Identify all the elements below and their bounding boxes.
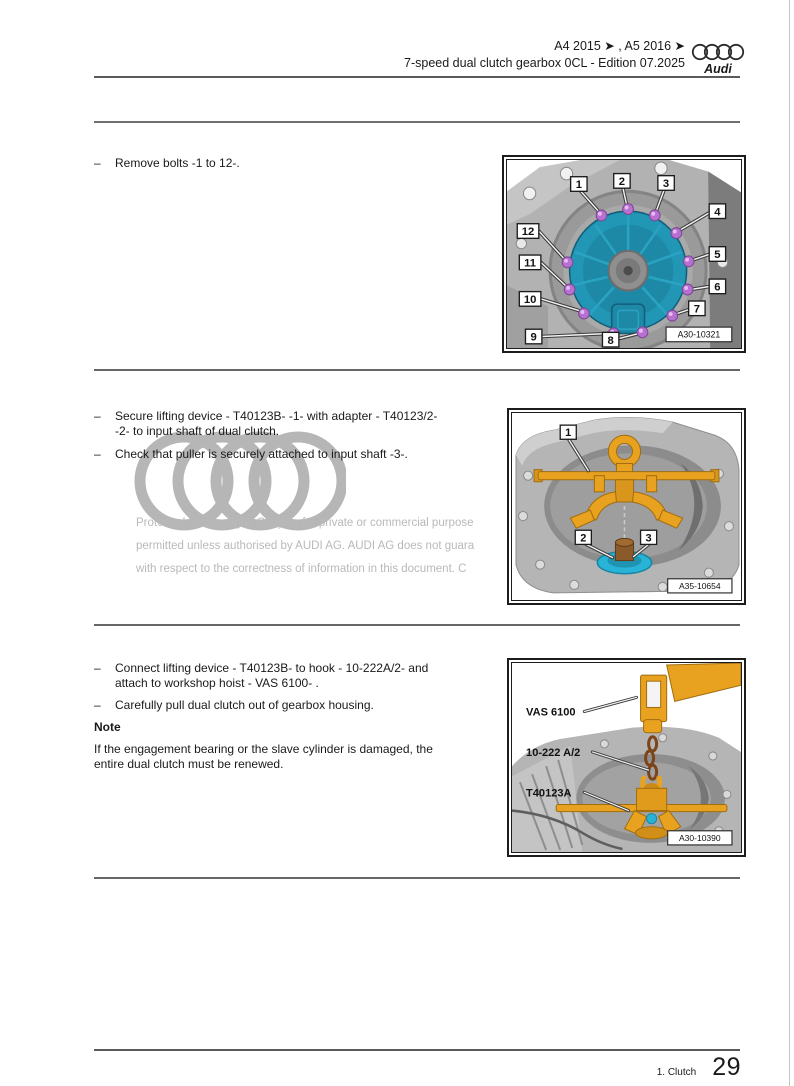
copyright-watermark [136,512,505,581]
step-connect-lifting-device-l2: attach to workshop hoist - VAS 6100- . [115,676,319,690]
step-secure-lifting-device-l2: -2- to input shaft of dual clutch. [115,424,280,438]
bullet-dash: – [94,661,101,675]
figure-1-id: A30-10321 [677,329,721,340]
bullet-dash: – [94,447,101,461]
step-check-puller: Check that puller is securely attached to input shaft -3-. [115,447,408,461]
header-rule [94,76,740,78]
callout-9: 9 [530,331,537,344]
label-10-222-a2: 10-222 A/2 [526,746,581,759]
callout-3: 3 [662,178,670,191]
callout-1: 1 [575,179,582,192]
figure-3-illustration [511,662,742,853]
callout-10: 10 [523,294,537,307]
copyright-line3: with respect to the correctness of information in this document. C [136,563,467,575]
copyright-line1: Protected by copyright. Copying for private or commercial purpose [136,517,474,529]
callout-5: 5 [714,249,721,262]
figure-1-illustration [506,159,742,349]
callout-8: 8 [607,334,614,347]
figure-3-id: A30-10390 [678,832,721,843]
top-separator [94,121,740,123]
step-secure-lifting-device-l1: Secure lifting device - T40123B- -1- with adapter - T40123/2- [115,409,438,423]
step-pull-dual-clutch: Carefully pull dual clutch out of gearbox housing. [115,698,374,712]
section-separator-2 [94,624,740,626]
bullet-dash: – [94,409,101,423]
step-connect-lifting-device-l1: Connect lifting device - T40123B- to hook - 10-222A/2- and [115,661,429,675]
callout-12: 12 [521,226,535,239]
callout-7: 7 [693,303,701,316]
footer-chapter: 1. Clutch [656,1067,697,1078]
page-edge-line [789,0,790,1086]
callout-4: 4 [714,206,721,219]
label-t40123a: T40123A [526,787,572,800]
note-body-l2: entire dual clutch must be renewed. [94,757,284,771]
callout-1: 1 [565,427,572,440]
figure-2-id: A35-10654 [678,580,721,591]
section-separator-1 [94,369,740,371]
callout-11: 11 [524,257,537,270]
step-remove-bolts: Remove bolts -1 to 12-. [115,156,240,170]
figure-2-illustration [511,412,742,601]
figure-2-frame [507,408,746,605]
callout-3: 3 [645,532,652,545]
callout-2: 2 [580,532,587,545]
note-heading: Note [94,720,121,734]
figure-1-frame [502,155,746,353]
header [94,38,685,72]
footer-page-number: 29 [712,1053,741,1081]
bullet-dash: – [94,698,101,712]
audi-wordmark: Audi [704,62,732,76]
note-body-l1: If the engagement bearing or the slave cylinder is damaged, the [94,742,433,756]
figure-3-frame [507,658,746,857]
bullet-dash: – [94,156,101,170]
audi-logo-icon [691,42,745,78]
label-vas-6100: VAS 6100 [526,706,576,719]
copyright-line2: permitted unless authorised by AUDI AG. AUDI AG does not guara [136,540,475,552]
footer [94,1053,741,1082]
header-models: A4 2015 ➤ , A5 2016 ➤ [554,39,685,53]
callout-2: 2 [618,175,626,189]
callout-6: 6 [714,281,721,294]
header-title: 7-speed dual clutch gearbox 0CL - Edition 07.2025 [404,56,685,70]
section-separator-3 [94,877,740,879]
footer-rule [94,1049,740,1051]
